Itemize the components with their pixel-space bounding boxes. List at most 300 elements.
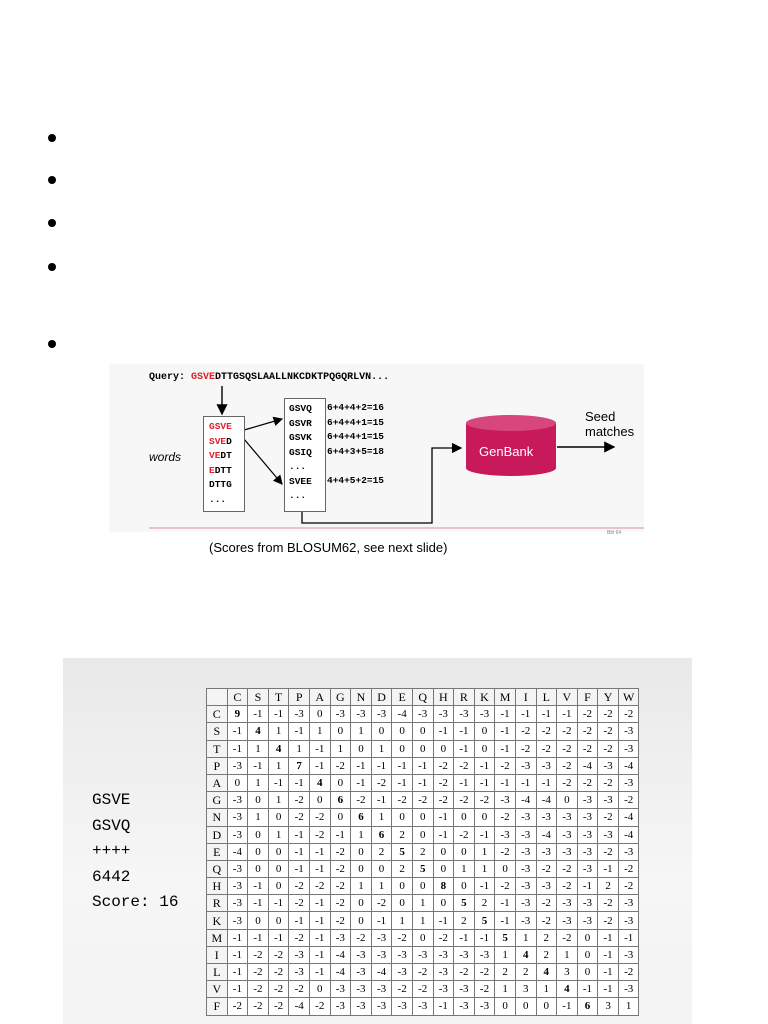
matrix-cell: -1 [309, 895, 330, 912]
word-item: ... [209, 493, 227, 505]
matrix-cell: -2 [557, 929, 578, 946]
matrix-cell: -3 [412, 998, 433, 1015]
matrix-cell: -1 [433, 998, 454, 1015]
matrix-row-header: I [207, 946, 228, 963]
matrix-cell: -2 [557, 878, 578, 895]
matrix-cell: -2 [330, 860, 351, 877]
matrix-cell: -1 [289, 843, 310, 860]
matrix-column-header: I [515, 689, 536, 706]
matrix-column-header: V [557, 689, 578, 706]
matrix-cell: -4 [618, 809, 639, 826]
matrix-cell: -3 [577, 826, 598, 843]
matrix-cell: -2 [557, 860, 578, 877]
matrix-cell: -3 [557, 826, 578, 843]
matching-word: GSVQ [289, 403, 312, 414]
matrix-cell: 0 [268, 860, 289, 877]
matrix-cell: -2 [474, 792, 495, 809]
matrix-cell: -2 [557, 774, 578, 791]
matrix-cell: -3 [392, 964, 413, 981]
matrix-cell: -1 [289, 826, 310, 843]
matrix-cell: 3 [515, 981, 536, 998]
matrix-cell: -2 [309, 826, 330, 843]
matrix-cell: -2 [412, 981, 433, 998]
matrix-cell: -3 [227, 912, 248, 929]
matrix-cell: -3 [557, 809, 578, 826]
matrix-cell: 1 [371, 878, 392, 895]
matrix-cell: -2 [268, 998, 289, 1015]
matrix-cell: 8 [433, 878, 454, 895]
matrix-cell: -3 [227, 757, 248, 774]
matrix-cell: 6 [371, 826, 392, 843]
matrix-cell: 0 [248, 912, 269, 929]
word-item: SVED [209, 435, 232, 447]
matrix-cell: -2 [289, 981, 310, 998]
score-example [92, 788, 178, 916]
matrix-column-header: T [268, 689, 289, 706]
matrix-row [207, 740, 639, 757]
matching-word: GSVK [289, 432, 312, 443]
matrix-corner [207, 689, 228, 706]
matrix-cell: -3 [515, 860, 536, 877]
matrix-cell: 0 [351, 843, 372, 860]
matrix-cell: -2 [392, 792, 413, 809]
matrix-cell: -3 [577, 895, 598, 912]
matrix-cell: -1 [474, 826, 495, 843]
matrix-cell: -2 [577, 723, 598, 740]
matrix-cell: -2 [495, 843, 516, 860]
matrix-cell: -2 [433, 757, 454, 774]
matrix-cell: 0 [248, 843, 269, 860]
matrix-cell: -3 [227, 878, 248, 895]
matrix-cell: -3 [536, 809, 557, 826]
matrix-cell: 1 [557, 946, 578, 963]
matrix-cell: -1 [577, 981, 598, 998]
matrix-cell: -3 [598, 792, 619, 809]
matrix-cell: -1 [557, 998, 578, 1015]
matrix-cell: -1 [351, 757, 372, 774]
matrix-row [207, 878, 639, 895]
matrix-cell: -1 [392, 757, 413, 774]
matrix-cell: 1 [248, 774, 269, 791]
matrix-cell: -1 [248, 929, 269, 946]
matrix-cell: 0 [392, 895, 413, 912]
matrix-cell: -1 [474, 757, 495, 774]
matrix-cell: 2 [495, 964, 516, 981]
matrix-cell: -1 [309, 912, 330, 929]
matrix-cell: -2 [598, 723, 619, 740]
matrix-cell: -2 [371, 774, 392, 791]
matrix-cell: -1 [227, 981, 248, 998]
matrix-cell: 0 [309, 792, 330, 809]
matrix-cell: -2 [268, 981, 289, 998]
matrix-cell: 0 [577, 964, 598, 981]
matrix-cell: 2 [536, 929, 557, 946]
matrix-column-header: E [392, 689, 413, 706]
matrix-cell: 0 [227, 774, 248, 791]
matrix-cell: -1 [227, 740, 248, 757]
matrix-cell: -3 [515, 895, 536, 912]
matrix-cell: -2 [577, 774, 598, 791]
matrix-cell: -1 [268, 929, 289, 946]
matrix-cell: -3 [227, 809, 248, 826]
matrix-cell: -1 [309, 740, 330, 757]
matrix-cell: 2 [412, 843, 433, 860]
matrix-cell: -3 [351, 981, 372, 998]
matrix-cell: 6 [577, 998, 598, 1015]
matrix-cell: -3 [474, 946, 495, 963]
matrix-cell: 0 [268, 912, 289, 929]
matrix-cell: -3 [289, 964, 310, 981]
matrix-cell: -1 [309, 946, 330, 963]
matching-word: GSIQ [289, 446, 312, 458]
blosum62-matrix [206, 688, 639, 1016]
matrix-cell: 1 [371, 809, 392, 826]
matrix-cell: 1 [268, 723, 289, 740]
matrix-row [207, 843, 639, 860]
matrix-cell: -3 [330, 981, 351, 998]
matrix-cell: -3 [515, 912, 536, 929]
matrix-cell: -1 [454, 929, 475, 946]
matrix-row-header: L [207, 964, 228, 981]
matrix-column-header: A [309, 689, 330, 706]
matrix-cell: 0 [557, 792, 578, 809]
matrix-cell: -4 [227, 843, 248, 860]
matrix-column-header: F [577, 689, 598, 706]
matrix-cell: -1 [433, 826, 454, 843]
matrix-cell: 0 [309, 981, 330, 998]
matrix-cell: -2 [268, 964, 289, 981]
word-item: VEDT [209, 450, 232, 461]
matrix-cell: -1 [536, 706, 557, 723]
matching-word: SVEE [289, 475, 312, 487]
matrix-cell: 4 [536, 964, 557, 981]
matrix-cell: -2 [330, 895, 351, 912]
matrix-cell: -1 [515, 706, 536, 723]
matrix-cell: -4 [515, 792, 536, 809]
matrix-cell: -2 [515, 723, 536, 740]
matrix-cell: -3 [577, 792, 598, 809]
matrix-cell: 2 [392, 860, 413, 877]
seed-matches-label: Seed matches [585, 409, 635, 439]
matrix-cell: -3 [577, 843, 598, 860]
matrix-cell: -3 [598, 826, 619, 843]
matrix-cell: 4 [557, 981, 578, 998]
matrix-cell: 1 [618, 998, 639, 1015]
matrix-cell: -3 [454, 998, 475, 1015]
matrix-cell: -3 [330, 998, 351, 1015]
matrix-cell: 1 [495, 981, 516, 998]
matrix-cell: -2 [227, 998, 248, 1015]
matrix-cell: -1 [433, 723, 454, 740]
word-item: EDTT [209, 464, 232, 476]
matrix-cell: -2 [495, 809, 516, 826]
matrix-cell: 5 [392, 843, 413, 860]
matrix-cell: -1 [268, 895, 289, 912]
matrix-cell: -1 [371, 757, 392, 774]
matrix-row [207, 981, 639, 998]
matrix-cell: -3 [536, 878, 557, 895]
word-score: 6+4+4+2=16 [327, 402, 385, 413]
matrix-cell: -2 [598, 895, 619, 912]
matrix-column-header: P [289, 689, 310, 706]
matrix-cell: -1 [598, 981, 619, 998]
matrix-cell: 0 [351, 740, 372, 757]
matrix-cell: 0 [412, 878, 433, 895]
matrix-cell: 0 [248, 792, 269, 809]
matrix-cell: -1 [412, 774, 433, 791]
matrix-row-header: P [207, 757, 228, 774]
matrix-cell: -1 [412, 757, 433, 774]
matrix-cell: -1 [268, 774, 289, 791]
matrix-cell: 1 [536, 981, 557, 998]
matrix-cell: -4 [618, 757, 639, 774]
matrix-cell: 0 [536, 998, 557, 1015]
matrix-row-header: M [207, 929, 228, 946]
matching-words-box [284, 398, 326, 512]
matrix-cell: 0 [577, 929, 598, 946]
matrix-cell: 2 [371, 843, 392, 860]
matrix-cell: -2 [557, 757, 578, 774]
matrix-row [207, 757, 639, 774]
matrix-cell: 1 [268, 792, 289, 809]
matrix-column-header: K [474, 689, 495, 706]
matrix-cell: -2 [495, 878, 516, 895]
matrix-cell: -2 [330, 843, 351, 860]
matrix-cell: 4 [309, 774, 330, 791]
matrix-cell: 0 [268, 878, 289, 895]
matrix-cell: 0 [248, 860, 269, 877]
matrix-cell: -3 [536, 843, 557, 860]
matrix-cell: -3 [577, 912, 598, 929]
example-line: 6442 [92, 867, 131, 886]
matrix-cell: -2 [454, 826, 475, 843]
matrix-cell: -2 [454, 792, 475, 809]
matrix-cell: -1 [454, 774, 475, 791]
matrix-cell: 1 [371, 740, 392, 757]
matrix-cell: -3 [515, 826, 536, 843]
matrix-row-header: N [207, 809, 228, 826]
matrix-cell: 3 [598, 998, 619, 1015]
matrix-cell: 0 [474, 809, 495, 826]
matrix-cell: -1 [577, 878, 598, 895]
matrix-column-header: C [227, 689, 248, 706]
matrix-cell: -2 [351, 929, 372, 946]
matrix-cell: -3 [598, 757, 619, 774]
matrix-cell: -2 [454, 964, 475, 981]
matrix-cell: -1 [598, 946, 619, 963]
matrix-cell: -1 [557, 706, 578, 723]
matrix-cell: 0 [351, 895, 372, 912]
matrix-row-header: Q [207, 860, 228, 877]
matrix-cell: -4 [392, 706, 413, 723]
matrix-cell: -3 [557, 895, 578, 912]
matrix-cell: -1 [371, 912, 392, 929]
matrix-cell: -3 [330, 706, 351, 723]
matrix-cell: -2 [557, 723, 578, 740]
matrix-cell: -2 [392, 981, 413, 998]
matrix-cell: 2 [392, 826, 413, 843]
matrix-cell: -1 [598, 860, 619, 877]
matrix-cell: -2 [598, 912, 619, 929]
matrix-column-header: Q [412, 689, 433, 706]
words-label: words [149, 450, 182, 464]
matrix-cell: -4 [371, 964, 392, 981]
word-score: 6+4+4+1=15 [327, 416, 385, 428]
matrix-cell: -2 [598, 843, 619, 860]
matrix-cell: 1 [289, 740, 310, 757]
matrix-cell: -2 [248, 946, 269, 963]
matrix-cell: -1 [289, 723, 310, 740]
matrix-cell: -1 [227, 723, 248, 740]
bullet-dot [48, 219, 56, 227]
matrix-cell: 0 [351, 912, 372, 929]
matrix-cell: -3 [618, 912, 639, 929]
matrix-cell: -1 [433, 809, 454, 826]
matrix-row-header: A [207, 774, 228, 791]
matrix-cell: -3 [412, 946, 433, 963]
matrix-cell: -3 [330, 929, 351, 946]
matrix-cell: -3 [618, 895, 639, 912]
word-item: GSVE [209, 421, 232, 432]
matrix-cell: -2 [248, 964, 269, 981]
matrix-column-header: L [536, 689, 557, 706]
matrix-cell: 0 [268, 843, 289, 860]
matrix-cell: 0 [495, 998, 516, 1015]
matrix-cell: 0 [433, 843, 454, 860]
matrix-column-header: G [330, 689, 351, 706]
matrix-cell: 1 [515, 929, 536, 946]
matrix-cell: -1 [536, 774, 557, 791]
matrix-cell: -1 [474, 774, 495, 791]
matrix-column-header: D [371, 689, 392, 706]
matrix-cell: -2 [536, 895, 557, 912]
matrix-cell: 2 [598, 878, 619, 895]
matrix-cell: -3 [351, 998, 372, 1015]
matrix-row-header: R [207, 895, 228, 912]
matrix-cell: 4 [515, 946, 536, 963]
matrix-cell: -2 [598, 706, 619, 723]
matrix-cell: -1 [598, 964, 619, 981]
matrix-column-header: W [618, 689, 639, 706]
matrix-cell: 0 [577, 946, 598, 963]
matching-word: ... [289, 461, 307, 472]
blast-seed-diagram [109, 364, 644, 536]
matrix-cell: -3 [557, 843, 578, 860]
matrix-cell: -3 [515, 809, 536, 826]
matrix-cell: -4 [536, 826, 557, 843]
matrix-cell: 1 [351, 878, 372, 895]
matrix-cell: -2 [412, 964, 433, 981]
matrix-cell: 2 [515, 964, 536, 981]
matrix-cell: -1 [515, 774, 536, 791]
matrix-cell: 0 [433, 895, 454, 912]
matrix-cell: -2 [618, 706, 639, 723]
matrix-cell: 5 [495, 929, 516, 946]
matrix-cell: 0 [454, 809, 475, 826]
matrix-cell: -2 [248, 998, 269, 1015]
matrix-cell: -2 [371, 895, 392, 912]
matrix-column-header: N [351, 689, 372, 706]
matrix-cell: -3 [454, 981, 475, 998]
matrix-cell: -3 [495, 792, 516, 809]
matrix-cell: -2 [618, 792, 639, 809]
matrix-cell: -3 [495, 826, 516, 843]
matrix-cell: 1 [309, 723, 330, 740]
matrix-cell: 1 [268, 757, 289, 774]
matrix-cell: -3 [577, 860, 598, 877]
matrix-cell: -1 [598, 929, 619, 946]
matrix-cell: 1 [412, 895, 433, 912]
example-line: GSVQ [92, 816, 131, 835]
matrix-cell: 1 [248, 740, 269, 757]
matrix-cell: -1 [289, 774, 310, 791]
matrix-cell: -3 [618, 843, 639, 860]
matrix-cell: 0 [330, 774, 351, 791]
matrix-cell: -3 [392, 946, 413, 963]
matrix-row-header: H [207, 878, 228, 895]
matrix-cell: 6 [351, 809, 372, 826]
matrix-cell: 2 [536, 946, 557, 963]
matrix-cell: -1 [495, 912, 516, 929]
matrix-cell: -3 [515, 878, 536, 895]
example-line: ++++ [92, 842, 131, 860]
matrix-cell: 0 [515, 998, 536, 1015]
matrix-cell: -3 [454, 946, 475, 963]
matrix-cell: -2 [536, 860, 557, 877]
matrix-cell: -1 [227, 946, 248, 963]
matrix-header-row [207, 689, 639, 706]
matrix-cell: 0 [412, 929, 433, 946]
matrix-cell: -3 [474, 706, 495, 723]
matrix-cell: 0 [392, 809, 413, 826]
matrix-cell: -2 [433, 792, 454, 809]
matrix-cell: -4 [330, 964, 351, 981]
matrix-cell: -3 [227, 860, 248, 877]
matrix-cell: -2 [289, 878, 310, 895]
matrix-cell: 1 [474, 860, 495, 877]
matrix-row [207, 912, 639, 929]
matrix-cell: -3 [557, 912, 578, 929]
matrix-cell: 0 [330, 723, 351, 740]
matrix-cell: -1 [330, 826, 351, 843]
matrix-column-header: R [454, 689, 475, 706]
matrix-cell: -2 [289, 895, 310, 912]
matrix-cell: 5 [454, 895, 475, 912]
matrix-cell: -3 [227, 792, 248, 809]
matrix-row-header: C [207, 706, 228, 723]
matrix-cell: -2 [309, 998, 330, 1015]
matrix-row [207, 895, 639, 912]
matrix-cell: -2 [289, 809, 310, 826]
matrix-cell: -3 [618, 723, 639, 740]
matrix-row [207, 774, 639, 791]
matrix-cell: 0 [392, 878, 413, 895]
matrix-cell: -3 [433, 706, 454, 723]
matrix-cell: 0 [474, 740, 495, 757]
word-score: 4+4+5+2=15 [327, 474, 385, 486]
matrix-cell: 1 [268, 826, 289, 843]
matrix-cell: -3 [371, 929, 392, 946]
bullet-dot [48, 176, 56, 184]
matrix-cell: -2 [598, 809, 619, 826]
matrix-cell: -4 [330, 946, 351, 963]
matrix-row-header: E [207, 843, 228, 860]
matrix-cell: -1 [248, 895, 269, 912]
matrix-column-header: S [248, 689, 269, 706]
matrix-cell: -2 [309, 878, 330, 895]
matrix-cell: 1 [495, 946, 516, 963]
matrix-cell: -3 [351, 964, 372, 981]
